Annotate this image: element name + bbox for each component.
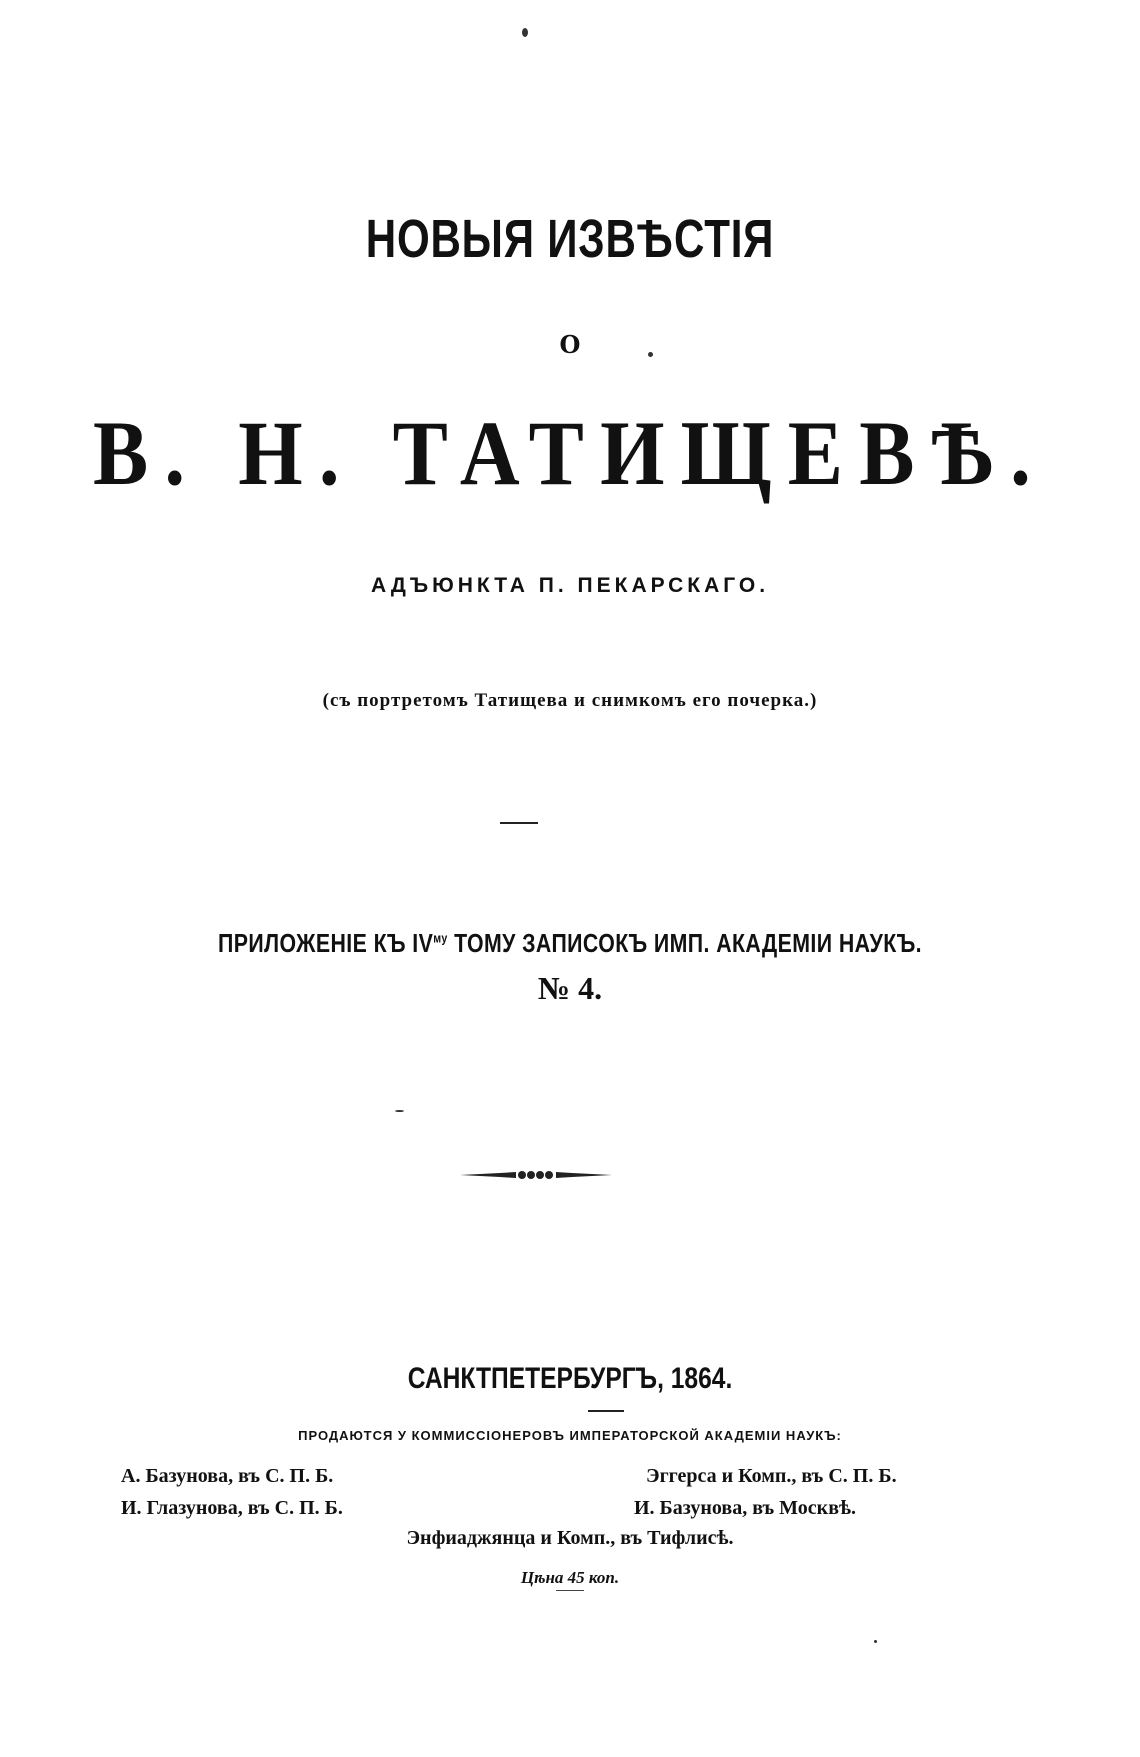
- book-title: НОВЫЯ ИЗВѢСТІЯ: [365, 209, 775, 269]
- divider-rule: [588, 1410, 624, 1412]
- divider-rule: [500, 822, 538, 824]
- seller-entry: А. Базунова, въ С. П. Б.: [121, 1465, 334, 1487]
- ink-speck: [395, 1110, 404, 1112]
- price-line: Цѣна 45 коп.: [520, 1568, 620, 1587]
- appendix-suffix: ТОМУ ЗАПИСОКЪ ИМП. АКАДЕМІИ НАУКЪ.: [447, 928, 923, 958]
- ornament-rule: [460, 1168, 612, 1182]
- seller-entry: Эггерса и Комп., въ С. П. Б.: [646, 1465, 897, 1487]
- appendix-superscript: му: [433, 930, 448, 946]
- city-year: САНКТПЕТЕРБУРГЪ, 1864.: [407, 1362, 733, 1395]
- portrait-note: (съ портретомъ Татищева и снимкомъ его почерка.): [322, 690, 818, 711]
- appendix-line: [103, 928, 1038, 959]
- sellers-intro: ПРОДАЮТСЯ У КОММИССІОНЕРОВЪ ИМПЕРАТОРСКОЙ АКАДЕМІИ НАУКЪ:: [298, 1428, 842, 1443]
- ink-speck: [522, 28, 528, 37]
- ink-speck: [874, 1640, 877, 1643]
- seller-entry: И. Базунова, въ Москвѣ.: [634, 1497, 857, 1519]
- seller-entry: Энфиаджянца и Комп., въ Тифлисѣ.: [406, 1527, 734, 1549]
- appendix-prefix: ПРИЛОЖЕНІЕ КЪ IV: [217, 928, 434, 958]
- author-line: АДЪЮНКТА П. ПЕКАРСКАГО.: [370, 574, 770, 597]
- divider-rule: [556, 1590, 584, 1591]
- seller-entry: И. Глазунова, въ С. П. Б.: [121, 1497, 343, 1519]
- subject-name: В. Н. ТАТИЩЕВѢ.: [93, 402, 1047, 504]
- title-preposition: О: [559, 330, 581, 359]
- ink-speck: [648, 352, 653, 357]
- issue-number: № 4.: [537, 970, 603, 1006]
